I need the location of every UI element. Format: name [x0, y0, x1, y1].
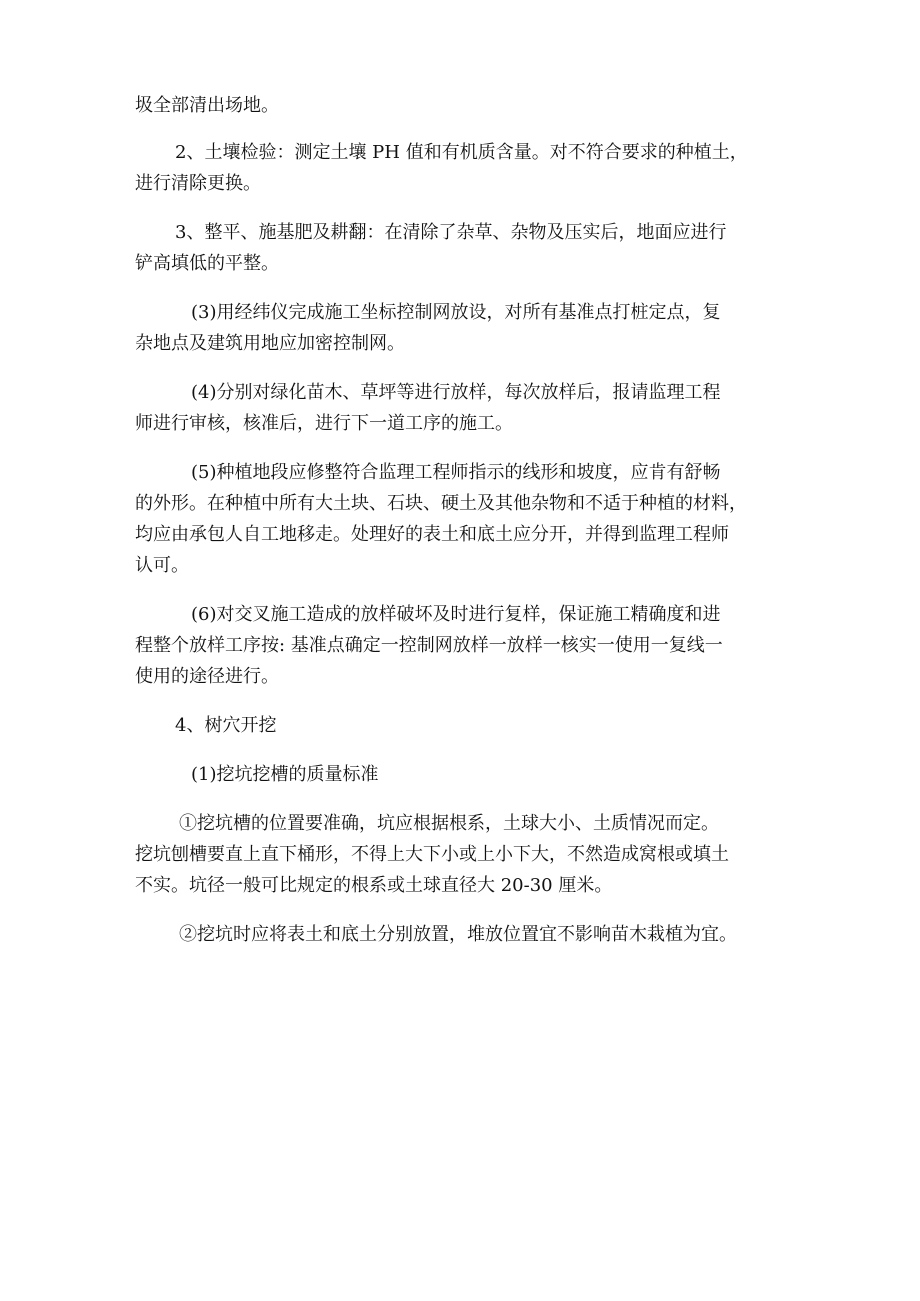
subheading-quality-standard	[135, 759, 800, 790]
text-line: (6)对交叉施工造成的放样破坏及时进行复样，保证施工精确度和进	[191, 604, 721, 625]
text-line: 圾全部清出场地。	[135, 95, 279, 116]
text-line: (3)用经纬仪完成施工坐标控制网放设，对所有基准点打桩定点，复	[191, 302, 721, 323]
subheading: (1)挖坑挖槽的质量标准	[191, 764, 379, 785]
text-line: 挖坑刨槽要直上直下桶形，不得上大下小或上小下大，不然造成窝根或填土	[135, 844, 729, 865]
text-line: 2、土壤检验：测定土壤 PH 值和有机质含量。对不符合要求的种植土，	[175, 142, 748, 163]
text-line: 杂地点及建筑用地应加密控制网。	[135, 333, 405, 354]
text-line: ①挖坑槽的位置要准确，坑应根据根系，土球大小、土质情况而定。	[179, 813, 719, 834]
paragraph-soil-test	[135, 137, 800, 199]
document-body	[135, 90, 800, 950]
text-line: 均应由承包人自工地移走。处理好的表土和底土应分开，并得到监理工程师	[135, 524, 729, 545]
text-line: 的外形。在种植中所有大土块、石块、硬土及其他杂物和不适于种植的材料，	[135, 493, 747, 514]
text-line: ②挖坑时应将表土和底土分别放置，堆放位置宜不影响苗木栽植为宜。	[179, 924, 737, 945]
section-heading: 4、树穴开挖	[175, 715, 277, 736]
paragraph-item-6	[135, 599, 800, 692]
paragraph-leveling	[135, 217, 800, 279]
text-line: 进行清除更换。	[135, 173, 261, 194]
paragraph-point-2	[135, 919, 800, 950]
text-line: 使用的途径进行。	[135, 666, 279, 687]
paragraph-item-5	[135, 457, 800, 581]
section-heading-tree-pit	[135, 710, 800, 741]
text-line: 3、整平、施基肥及耕翻：在清除了杂草、杂物及压实后，地面应进行	[175, 222, 727, 243]
paragraph-item-3	[135, 297, 800, 359]
paragraph-1	[135, 90, 800, 121]
paragraph-item-4	[135, 377, 800, 439]
text-line: 师进行审核，核准后，进行下一道工序的施工。	[135, 413, 513, 434]
text-line: 铲高填低的平整。	[135, 253, 279, 274]
text-line: 认可。	[135, 555, 189, 576]
text-line: 程整个放样工序按: 基准点确定一控制网放样一放样一核实一使用一复线一	[135, 635, 723, 656]
paragraph-point-1	[135, 808, 800, 901]
text-line: 不实。坑径一般可比规定的根系或土球直径大 20-30 厘米。	[135, 875, 613, 896]
text-line: (4)分别对绿化苗木、草坪等进行放样，每次放样后，报请监理工程	[191, 382, 721, 403]
text-line: (5)种植地段应修整符合监理工程师指示的线形和坡度，应肯有舒畅	[191, 462, 721, 483]
